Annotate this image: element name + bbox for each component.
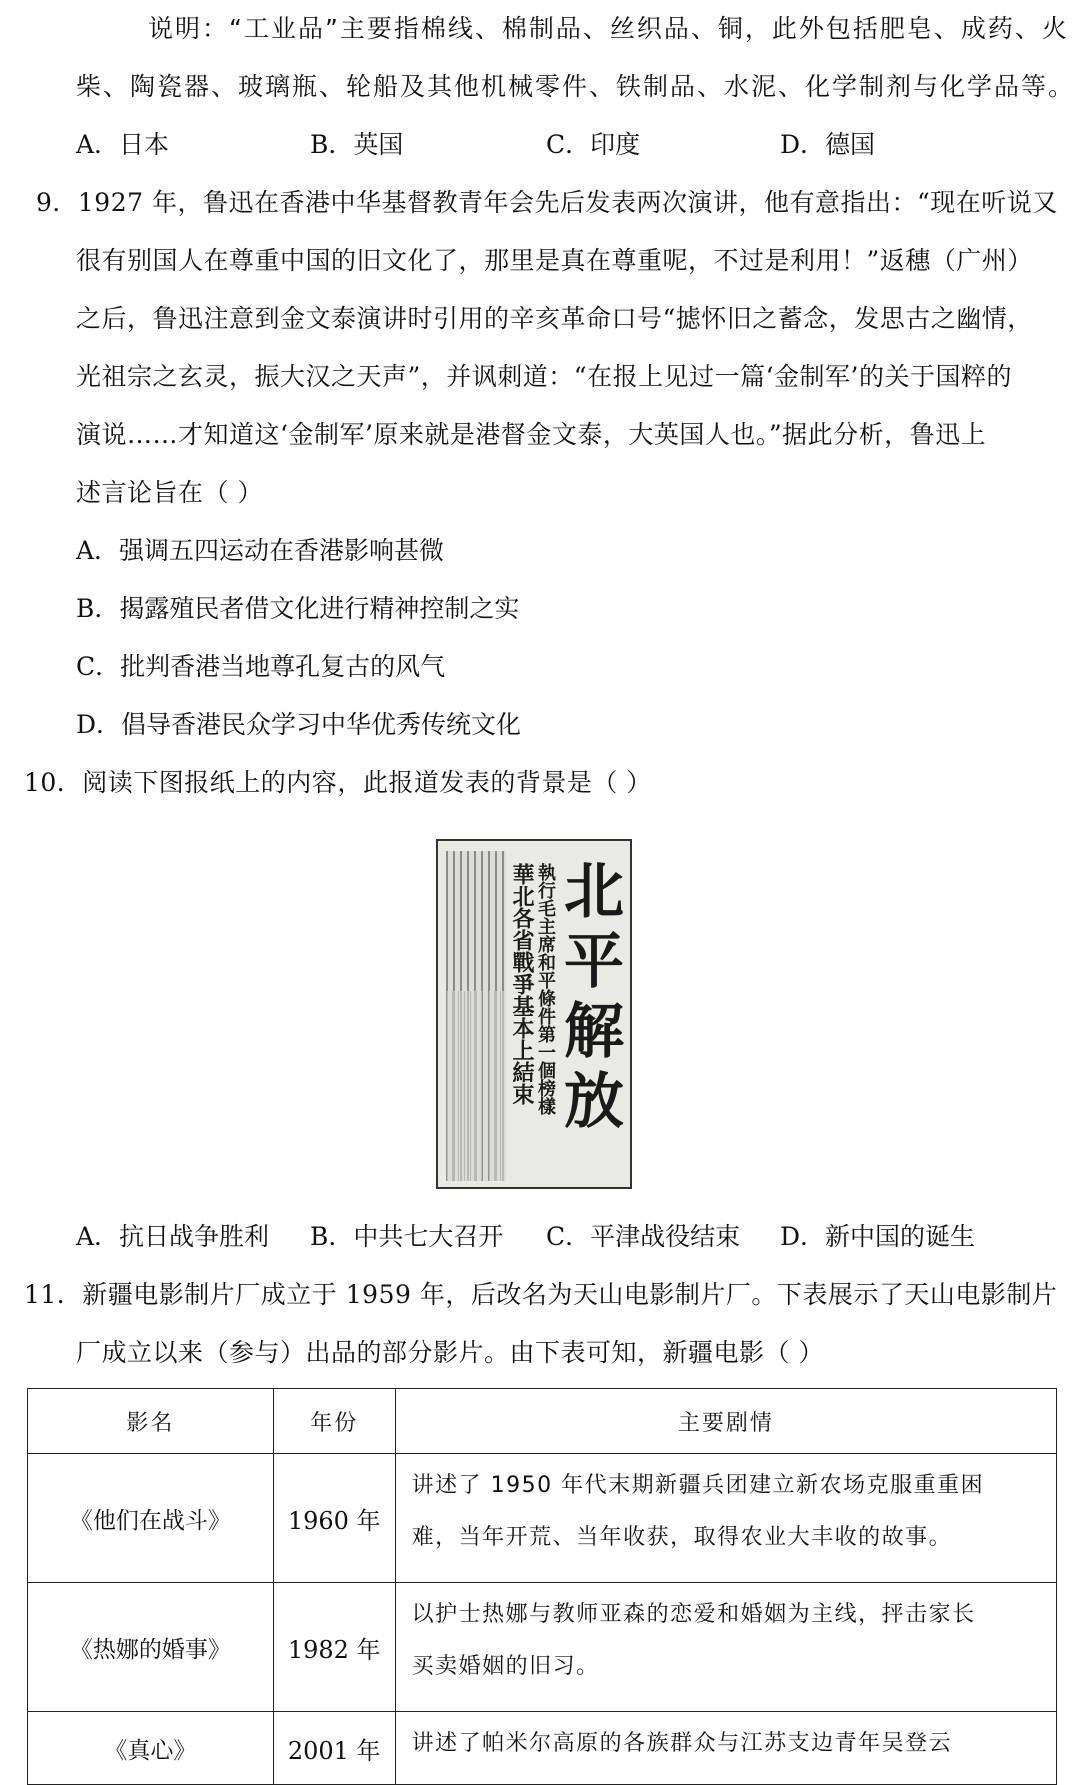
q9-line-5: 演说……才知道这‘金制军’原来就是港督金文泰，大英国人也。”据此分析，鲁迅上	[76, 420, 987, 449]
q11-line-2: 厂成立以来（参与）出品的部分影片。由下表可知，新疆电影（ ）	[76, 1338, 824, 1367]
newspaper-image	[436, 839, 632, 1189]
q8-option-d: D．德国	[780, 130, 876, 159]
film-plot	[395, 1583, 1056, 1712]
note-line-2: 柴、陶瓷器、玻璃瓶、轮船及其他机械零件、铁制品、水泥、化学制剂与化学品等。	[76, 72, 1076, 101]
film-table	[27, 1388, 1057, 1785]
q8-option-a: A．日本	[76, 130, 170, 159]
q9-option-c: C．批判香港当地尊孔复古的风气	[76, 652, 446, 681]
q8-option-b: B．英国	[310, 130, 404, 159]
table-row	[28, 1454, 1057, 1583]
q9-option-b: B．揭露殖民者借文化进行精神控制之实	[76, 594, 520, 623]
film-plot-line-1: 讲述了帕米尔高原的各族群众与江苏支边青年吴登云	[411, 1731, 953, 1756]
film-plot	[395, 1712, 1056, 1785]
newspaper-headline: 北平解放	[554, 859, 624, 1139]
film-name: 《热娜的婚事》	[28, 1583, 274, 1712]
q9-option-a: A．强调五四运动在香港影响甚微	[76, 536, 445, 565]
newspaper-subhead-2: 華北各省戰爭基本上結束	[509, 863, 534, 1105]
q9-line-1: 9．1927 年，鲁迅在香港中华基督教青年会先后发表两次演讲，他有意指出：“现在听说又	[36, 188, 1058, 217]
q9-line-4: 光祖宗之玄灵，振大汉之天声”，并讽刺道：“在报上见过一篇‘金制军’的关于国粹的	[76, 362, 1012, 391]
newspaper-body-text-lower	[446, 991, 506, 1181]
newspaper-subhead-1: 執行毛主席和平條件第一個榜樣	[535, 863, 556, 1115]
film-year: 1960 年	[273, 1454, 395, 1583]
header-plot: 主要剧情	[395, 1389, 1056, 1454]
film-plot-line-1: 讲述了 1950 年代末期新疆兵团建立新农场克服重重困	[411, 1473, 985, 1498]
q9-option-d: D．倡导香港民众学习中华优秀传统文化	[76, 710, 522, 739]
film-plot-line-1: 以护士热娜与教师亚森的恋爱和婚姻为主线，抨击家长	[411, 1602, 976, 1627]
newspaper-subheads	[508, 863, 556, 1183]
table-row	[28, 1712, 1057, 1785]
q9-line-6: 述言论旨在（ ）	[76, 478, 263, 507]
film-plot-line-2: 买卖婚姻的旧习。	[411, 1654, 600, 1679]
q10-option-d: D．新中国的诞生	[780, 1222, 976, 1251]
header-film-name: 影名	[28, 1389, 274, 1454]
film-plot	[395, 1454, 1056, 1583]
q8-option-c: C．印度	[546, 130, 641, 159]
header-year: 年份	[273, 1389, 395, 1454]
note-line-1: 说明：“工业品”主要指棉线、棉制品、丝织品、铜，此外包括肥皂、成药、火	[148, 14, 1069, 43]
film-name: 《真心》	[28, 1712, 274, 1785]
film-year: 2001 年	[273, 1712, 395, 1785]
table-row	[28, 1583, 1057, 1712]
q10-stem: 10．阅读下图报纸上的内容，此报道发表的背景是（ ）	[24, 768, 652, 797]
q10-option-c: C．平津战役结束	[546, 1222, 741, 1251]
film-name: 《他们在战斗》	[28, 1454, 274, 1583]
q10-option-a: A．抗日战争胜利	[76, 1222, 270, 1251]
film-plot-line-2: 难，当年开荒、当年收获，取得农业大丰收的故事。	[411, 1525, 953, 1550]
film-year: 1982 年	[273, 1583, 395, 1712]
q9-line-3: 之后，鲁迅注意到金文泰演讲时引用的辛亥革命口号“摅怀旧之蓄念，发思古之幽情，	[76, 304, 1033, 333]
table-header-row	[28, 1389, 1057, 1454]
q9-line-2: 很有别国人在尊重中国的旧文化了，那里是真在尊重呢，不过是利用！”返穗（广州）	[76, 246, 1033, 275]
q10-option-b: B．中共七大召开	[310, 1222, 504, 1251]
q11-line-1: 11．新疆电影制片厂成立于 1959 年，后改名为天山电影制片厂。下表展示了天山电影制片	[24, 1280, 1058, 1309]
